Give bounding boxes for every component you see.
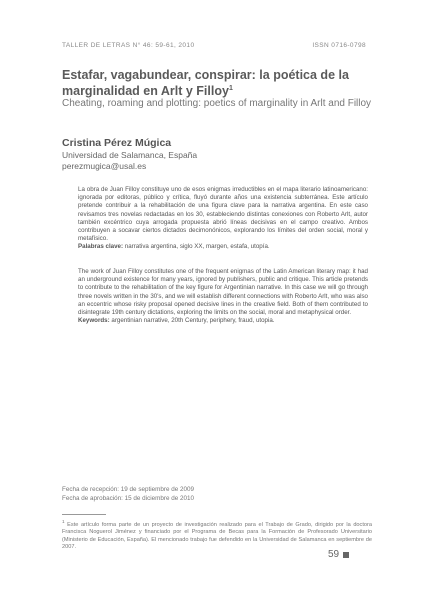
author-block xyxy=(62,137,362,172)
keywords-english-list: argentinian narrative, 20th Century, periphery, fraud, utopia. xyxy=(111,317,275,325)
journal-citation: TALLER DE LETRAS N° 46: 59-61, 2010 xyxy=(62,42,195,49)
keywords-spanish xyxy=(78,243,368,251)
keywords-english xyxy=(78,317,368,325)
square-marker-icon xyxy=(343,552,349,558)
approved-date: Fecha de aprobación: 15 de diciembre de 2010 xyxy=(62,494,194,502)
footnote-divider xyxy=(62,514,106,515)
article-dates xyxy=(62,486,194,503)
page-number: 59 xyxy=(328,549,340,560)
footnote xyxy=(62,518,372,551)
keywords-spanish-label: Palabras clave: xyxy=(78,243,124,251)
title-footnote-mark: 1 xyxy=(228,85,233,92)
author-affiliation: Universidad de Salamanca, España xyxy=(62,150,198,160)
running-head xyxy=(62,42,366,49)
footnote-text: Este artículo forma parte de un proyecto de investigación realizado para el Trabajo de Grado, dirigido por la doctora Francisca Noguerol Jiménez y financiado por el Programa de Becas para la Formación de Profesorado Universitario (Ministerio de Educación, España). El mencionado trabajo fue defendido en la Universidad de Salamanca en septiembre de 2007. xyxy=(62,521,372,551)
abstract-english xyxy=(78,268,368,325)
footnote-mark: 1 xyxy=(62,519,65,524)
issn: ISSN 0716-0798 xyxy=(312,42,366,49)
keywords-spanish-list: narrativa argentina, siglo XX, margen, estafa, utopía. xyxy=(124,243,270,251)
page-number-block xyxy=(328,549,349,560)
abstract-english-text: The work of Juan Filloy constitutes one of the frequent enigmas of the Latin American literary map: it had an underground existence for many years, ignored by publishers, public and critique. This article pretends to contribute to the rehabilitation of the key figure for Argentinian narrative. In this case we will go through three novels written in the 30's, and we will establish different connections with Roberto Arlt, who was also an eccentric whose risky proposal opened decisive lines in the creative field. Both of them contributed to disintegrate 19th century dictations, exploring the limits on the social, moral and metaphysical order. xyxy=(78,268,368,317)
author-email: perezmugica@usal.es xyxy=(62,161,147,171)
article-subtitle: Cheating, roaming and plotting: poetics of marginality in Arlt and Filloy xyxy=(62,98,372,109)
abstract-spanish-text: La obra de Juan Filloy constituye uno de esos enigmas irreductibles en el mapa literario latinoamericano: ignorada por editoras, público y crítica, fluyó durante años una existencia subterránea. Este artículo pretende contribuir a la rehabilitación de una figura clave para la narrativa argentina. En este caso revisamos tres novelas redactadas en los 30, estableciendo distintas conexiones con Roberto Arlt, autor también excéntrico cuya arrogada propuesta abrió líneas decisivas en el campo creativo. Ambos contribuyen a socavar ciertos dictados decimonónicos, explorando los límites del orden social, moral y metafísico. xyxy=(78,186,368,243)
article-title xyxy=(62,68,376,98)
keywords-english-label: Keywords: xyxy=(78,317,110,325)
received-date: Fecha de recepción: 19 de septiembre de 2009 xyxy=(62,486,194,493)
article-title-text: Estafar, vagabundear, conspirar: la poética de la marginalidad en Arlt y Filloy xyxy=(62,68,349,99)
author-name: Cristina Pérez Múgica xyxy=(62,137,172,149)
abstract-spanish xyxy=(78,186,368,252)
